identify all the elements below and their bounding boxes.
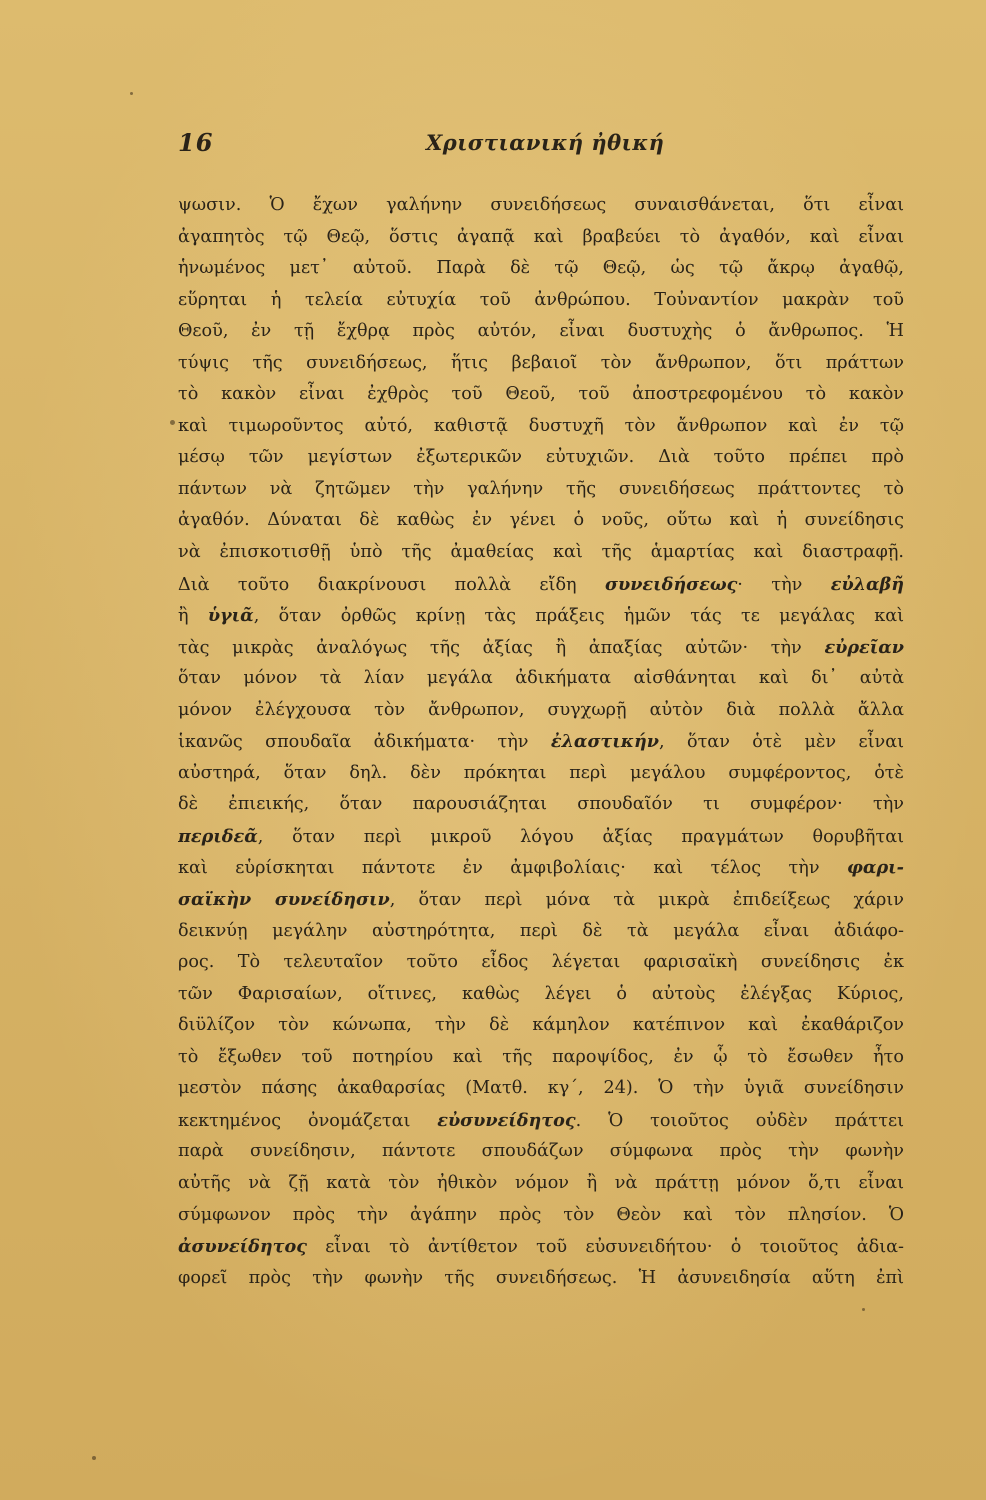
text-line	[178, 348, 904, 380]
text-line	[178, 821, 904, 853]
text-line	[178, 1010, 904, 1042]
text-line	[178, 285, 904, 317]
paper-speck	[170, 420, 175, 425]
text-run: σύμφωνον πρὸς τὴν ἀγάπην πρὸς τὸν Θεὸν καὶ τὸν πλησίον. Ὁ	[178, 1204, 904, 1225]
text-run: τὸ κακὸν εἶναι ἐχθρὸς τοῦ Θεοῦ, τοῦ ἀποστρεφομένου τὸ κακὸν	[178, 384, 904, 405]
emphasized-term: σαϊκὴν συνείδησιν	[178, 889, 390, 911]
text-run: μόνον ἐλέγχουσα τὸν ἄνθρωπον, συγχωρῇ αὐτὸν διὰ πολλὰ ἄλλα	[178, 699, 904, 720]
running-title: Χριστιανική ἠθική	[426, 130, 665, 155]
text-run: ψωσιν. Ὁ ἔχων γαλήνην συνειδήσεως συναισθάνεται, ὅτι εἶναι	[178, 195, 904, 215]
paper-speck	[862, 1308, 865, 1311]
text-line	[178, 190, 904, 222]
text-run: τὰς μικρὰς ἀναλόγως τῆς ἀξίας ἢ ἀπαξίας αὐτῶν· τὴν	[178, 637, 825, 658]
text-line	[178, 442, 904, 474]
text-run: , ὅταν περὶ μόνα τὰ μικρὰ ἐπιδείξεως χάριν	[389, 890, 904, 911]
text-line	[178, 1073, 904, 1105]
text-line	[178, 1168, 904, 1200]
text-run: καὶ τιμωροῦντος αὐτό, καθιστᾷ δυστυχῆ τὸν ἄνθρωπον καὶ ἐν τῷ	[178, 415, 904, 436]
text-line	[178, 663, 904, 695]
text-line	[178, 789, 904, 821]
text-run: καὶ εὑρίσκηται πάντοτε ἐν ἀμφιβολίαις· καὶ τέλος τὴν	[178, 858, 848, 879]
text-line	[178, 884, 904, 916]
text-run: ρος. Τὸ τελευταῖον τοῦτο εἶδος λέγεται φαρισαϊκὴ συνείδησις ἐκ	[178, 952, 904, 973]
text-run: δὲ ἐπιεικής, ὅταν παρουσιάζηται σπουδαῖόν τι συμφέρον· τὴν	[178, 794, 904, 815]
text-run: ἢ	[178, 606, 208, 627]
text-run: αὐτῆς νὰ ζῇ κατὰ τὸν ἠθικὸν νόμον ἢ νὰ πράττῃ μόνον ὅ,τι εἶναι	[178, 1172, 904, 1193]
text-line	[178, 758, 904, 790]
emphasized-term: εὐλαβῆ	[830, 573, 904, 595]
text-run: φορεῖ πρὸς τὴν φωνὴν τῆς συνειδήσεως. Ἡ ἀσυνειδησία αὕτη ἐπὶ	[178, 1267, 904, 1288]
text-run: κεκτημένος ὀνομάζεται	[178, 1110, 438, 1131]
text-run: · τὴν	[737, 574, 831, 595]
text-run: , ὅταν περὶ μικροῦ λόγου ἀξίας πραγμάτων θορυβῆται	[257, 826, 904, 847]
text-run: ἡνωμένος μετ᾽ αὐτοῦ. Παρὰ δὲ τῷ Θεῷ, ὡς τῷ ἄκρῳ ἀγαθῷ,	[178, 258, 904, 279]
text-line	[178, 1231, 904, 1263]
text-line	[178, 379, 904, 411]
text-line	[178, 947, 904, 979]
text-run: εὕρηται ἡ τελεία εὐτυχία τοῦ ἀνθρώπου. Τοὐναντίον μακρὰν τοῦ	[178, 289, 904, 310]
text-run: αὐστηρά, ὅταν δηλ. δὲν πρόκηται περὶ μεγάλου συμφέροντος, ὁτὲ	[178, 762, 904, 783]
emphasized-term: περιδεᾶ	[178, 825, 258, 847]
emphasized-term: ὑγιᾶ	[207, 605, 254, 627]
text-line	[178, 1042, 904, 1074]
emphasized-term: ἀσυνείδητος	[178, 1236, 307, 1258]
text-line	[178, 695, 904, 727]
paper-speck	[130, 92, 133, 95]
text-line	[178, 1263, 904, 1295]
text-run: ὅταν μόνον τὰ λίαν μεγάλα ἀδικήματα αἰσθάνηται καὶ δι᾽ αὐτὰ	[178, 668, 904, 689]
emphasized-term: εὐσυνείδητος	[437, 1109, 576, 1131]
emphasized-term: εὐρεῖαν	[824, 636, 904, 658]
text-line	[178, 979, 904, 1011]
text-run: μέσῳ τῶν μεγίστων ἐξωτερικῶν εὐτυχιῶν. Διὰ τοῦτο πρέπει πρὸ	[178, 447, 904, 468]
text-run: ἀγαθόν. Δύναται δὲ καθὼς ἐν γένει ὁ νοῦς, οὕτω καὶ ἡ συνείδησις	[178, 510, 904, 531]
body-text	[178, 190, 904, 1294]
text-line	[178, 505, 904, 537]
emphasized-term: ἐλαστικήν	[550, 731, 659, 753]
text-run: , ὅταν ὀρθῶς κρίνῃ τὰς πράξεις ἡμῶν τάς τε μεγάλας καὶ	[253, 606, 904, 627]
text-run: ἱκανῶς σπουδαῖα ἀδικήματα· τὴν	[178, 732, 551, 753]
text-line	[178, 222, 904, 254]
page-header	[178, 128, 904, 160]
text-run: . Ὁ τοιοῦτος οὐδὲν πράττει	[575, 1110, 904, 1131]
text-run: νὰ ἐπισκοτισθῇ ὑπὸ τῆς ἀμαθείας καὶ τῆς ἁμαρτίας καὶ διαστραφῇ.	[178, 542, 904, 563]
text-run: ἀγαπητὸς τῷ Θεῷ, ὅστις ἀγαπᾷ καὶ βραβεύει τὸ ἀγαθόν, καὶ εἶναι	[178, 226, 904, 247]
text-line	[178, 253, 904, 285]
text-run: τύψις τῆς συνειδήσεως, ἥτις βεβαιοῖ τὸν ἄνθρωπον, ὅτι πράττων	[178, 352, 904, 373]
text-line	[178, 852, 904, 884]
paper-speck	[92, 1456, 96, 1460]
emphasized-term: φαρι-	[847, 857, 904, 879]
text-line	[178, 726, 904, 758]
text-line	[178, 537, 904, 569]
text-run: πάντων νὰ ζητῶμεν τὴν γαλήνην τῆς συνειδήσεως πράττοντες τὸ	[178, 478, 904, 499]
text-run: , ὅταν ὁτὲ μὲν εἶναι	[658, 732, 904, 753]
text-run: δεικνύῃ μεγάλην αὐστηρότητα, περὶ δὲ τὰ μεγάλα εἶναι ἀδιάφο-	[178, 920, 904, 941]
text-run: Διὰ τοῦτο διακρίνουσι πολλὰ εἴδη	[178, 574, 606, 595]
text-run: διϋλίζον τὸν κώνωπα, τὴν δὲ κάμηλον κατέπινον καὶ ἐκαθάριζον	[178, 1015, 904, 1036]
text-line	[178, 411, 904, 443]
text-run: τὸ ἔξωθεν τοῦ ποτηρίου καὶ τῆς παροψίδος, ἐν ᾧ τὸ ἔσωθεν ἦτο	[178, 1046, 904, 1067]
text-line	[178, 632, 904, 664]
text-line	[178, 916, 904, 948]
text-line	[178, 569, 904, 601]
text-line	[178, 1136, 904, 1168]
text-line	[178, 600, 904, 632]
text-line	[178, 1105, 904, 1137]
text-line	[178, 1200, 904, 1232]
text-run: Θεοῦ, ἐν τῇ ἔχθρᾳ πρὸς αὐτόν, εἶναι δυστυχὴς ὁ ἄνθρωπος. Ἡ	[178, 321, 904, 342]
text-run: εἶναι τὸ ἀντίθετον τοῦ εὐσυνειδήτου· ὁ τοιοῦτος ἀδια-	[306, 1237, 904, 1258]
text-line	[178, 316, 904, 348]
emphasized-term: συνειδήσεως	[605, 573, 738, 595]
text-run: τῶν Φαρισαίων, οἵτινες, καθὼς λέγει ὁ αὐτοὺς ἐλέγξας Κύριος,	[178, 983, 904, 1004]
page-number: 16	[178, 128, 214, 157]
text-line	[178, 474, 904, 506]
text-run: παρὰ συνείδησιν, πάντοτε σπουδάζων σύμφωνα πρὸς τὴν φωνὴν	[178, 1141, 904, 1162]
text-run: μεστὸν πάσης ἀκαθαρσίας (Ματθ. κγ´, 24). Ὁ τὴν ὑγιᾶ συνείδησιν	[178, 1078, 904, 1099]
